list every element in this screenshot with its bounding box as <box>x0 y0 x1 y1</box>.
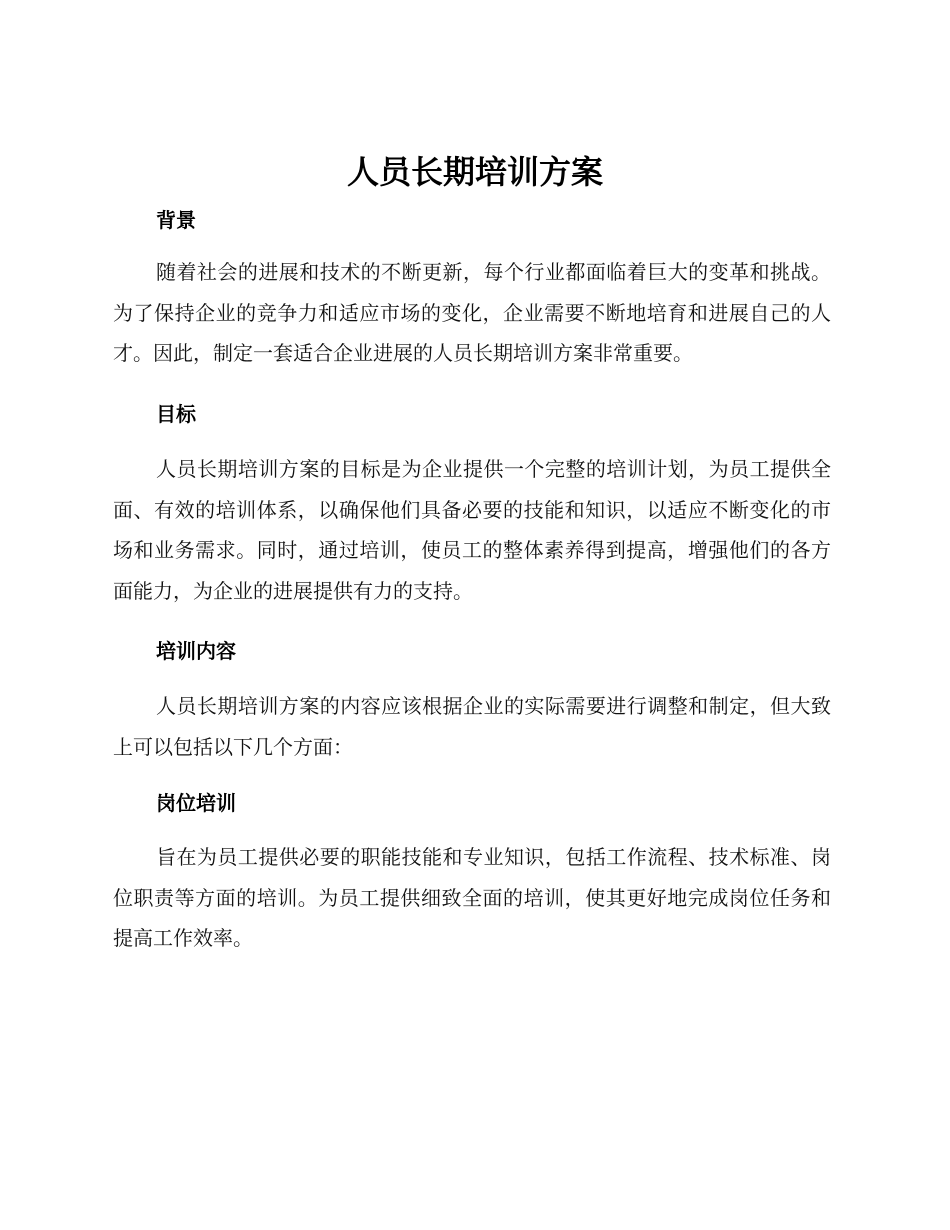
section-heading-background: 背景 <box>156 208 196 232</box>
section-body-training-content: 人员长期培训方案的内容应该根据企业的实际需要进行调整和制定，但大致上可以包括以下几个方面： <box>113 694 831 759</box>
section-body-post-training: 旨在为员工提供必要的职能技能和专业知识，包括工作流程、技术标准、岗位职责等方面的培训。为员工提供细致全面的培训，使其更好地完成岗位任务和提高工作效率。 <box>113 845 831 950</box>
section-heading-goal: 目标 <box>156 402 196 426</box>
section-heading-training-content: 培训内容 <box>156 639 236 663</box>
page-title: 人员长期培训方案 <box>346 153 603 191</box>
section-body-background: 随着社会的进展和技术的不断更新，每个行业都面临着巨大的变革和挑战。为了保持企业的竞争力和适应市场的变化，企业需要不断地培育和进展自己的人才。因此，制定一套适合企业进展的人员长期培训方案非常重要。 <box>113 260 831 365</box>
section-body-goal: 人员长期培训方案的目标是为企业提供一个完整的培训计划，为员工提供全面、有效的培训体系，以确保他们具备必要的技能和知识，以适应不断变化的市场和业务需求。同时，通过培训，使员工的整体素养得到提高，增强他们的各方面能力，为企业的进展提供有力的支持。 <box>113 457 831 603</box>
section-heading-post-training: 岗位培训 <box>156 791 236 815</box>
